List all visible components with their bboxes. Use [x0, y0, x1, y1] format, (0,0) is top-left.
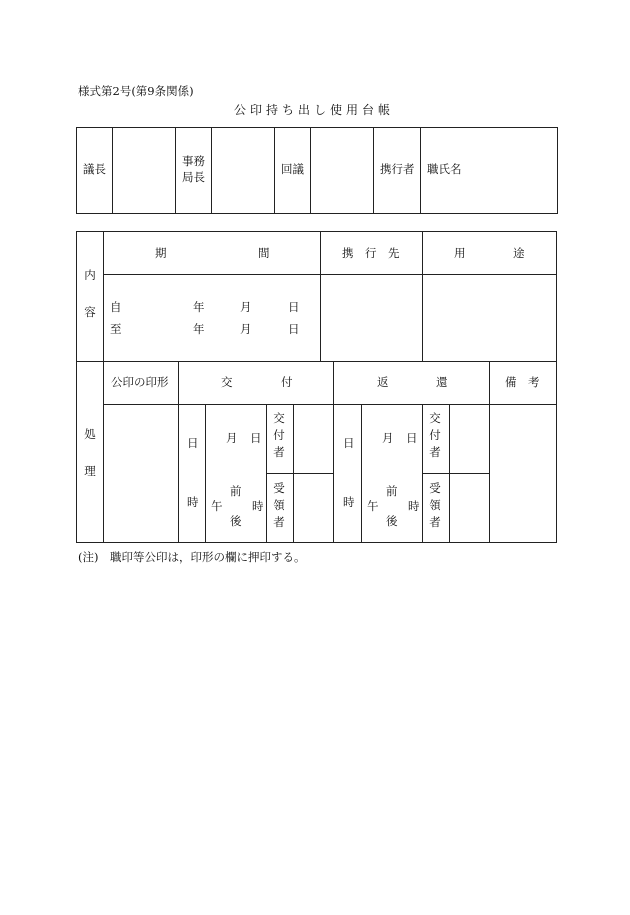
- deliver-ampm: 午: [211, 499, 223, 513]
- deliver-month: 月: [226, 431, 238, 445]
- return-ampm: 午: [367, 499, 379, 513]
- deliver-date-line: [205, 404, 206, 543]
- deliver-header-right: 付: [281, 375, 293, 389]
- content-header-line: [103, 274, 557, 275]
- secretary-label-line1: 事務: [182, 154, 205, 168]
- deliver-day-char: 日: [187, 436, 199, 450]
- return-am: 前: [386, 484, 398, 498]
- deliver-am: 前: [230, 484, 242, 498]
- chairman-seal-cell: [113, 128, 176, 214]
- return-receiver-label: 受 領 者: [429, 481, 441, 529]
- return-seal-line: [449, 404, 450, 543]
- remarks-header: 備 考: [505, 375, 540, 389]
- destination-right-line: [422, 231, 423, 361]
- seal-shape-header: 公印の印形: [111, 375, 169, 389]
- document-title: 公印持ち出し使用台帳: [234, 103, 395, 117]
- circulation-label: 回議: [281, 162, 304, 176]
- to-month: 月: [240, 322, 252, 336]
- from-label: 自: [110, 300, 122, 314]
- deliver-time-char: 時: [187, 495, 199, 509]
- secretary-label-line2: 局長: [182, 170, 205, 184]
- deliver-header-left: 交: [221, 375, 233, 389]
- return-day-char: 日: [343, 436, 355, 450]
- from-day: 日: [288, 300, 300, 314]
- deliver-split-line: [266, 473, 333, 474]
- carrier-label: 携行者: [380, 162, 415, 176]
- processing-section-label: 処 理: [84, 427, 96, 478]
- content-section-label: 内 容: [84, 268, 96, 319]
- deliver-pm: 後: [230, 514, 242, 528]
- position-name-label: 職氏名: [427, 162, 462, 176]
- seal-shape-right-line: [178, 361, 179, 543]
- chairman-label: 議長: [83, 162, 106, 176]
- deliver-receiver-label: 受 領 者: [273, 481, 285, 529]
- deliver-deliverer-label: 交 付 者: [273, 411, 285, 459]
- return-header-left: 返: [377, 375, 389, 389]
- from-month: 月: [240, 300, 252, 314]
- deliver-right-line: [333, 361, 334, 543]
- section-divider: [76, 361, 557, 362]
- period-header-left: 期: [155, 246, 167, 260]
- return-right-line: [489, 361, 490, 543]
- return-month: 月: [382, 431, 394, 445]
- approval-table: [76, 127, 558, 214]
- return-day: 日: [406, 431, 418, 445]
- return-date-line: [361, 404, 362, 543]
- circulation-seal-cell: [311, 128, 374, 214]
- return-hour: 時: [408, 499, 420, 513]
- period-header-right: 間: [258, 246, 270, 260]
- deliver-day: 日: [250, 431, 262, 445]
- return-header-right: 還: [436, 375, 448, 389]
- destination-header: 携 行 先: [342, 246, 400, 260]
- deliver-hour: 時: [252, 499, 264, 513]
- return-person-line: [422, 404, 423, 543]
- from-year: 年: [193, 300, 205, 314]
- to-year: 年: [193, 322, 205, 336]
- deliver-seal-line: [293, 404, 294, 543]
- return-time-char: 時: [343, 495, 355, 509]
- secretary-seal-cell: [212, 128, 275, 214]
- label-column-line: [103, 231, 104, 543]
- footnote: (注) 職印等公印は，印形の欄に押印する。: [78, 550, 306, 564]
- purpose-header-left: 用: [454, 246, 466, 260]
- period-right-line: [320, 231, 321, 361]
- to-label: 至: [110, 322, 122, 336]
- purpose-header-right: 途: [513, 246, 525, 260]
- to-day: 日: [288, 322, 300, 336]
- form-number: 様式第2号(第9条関係): [78, 84, 194, 98]
- deliver-person-line: [266, 404, 267, 543]
- return-pm: 後: [386, 514, 398, 528]
- return-split-line: [422, 473, 489, 474]
- return-deliverer-label: 交 付 者: [429, 411, 441, 459]
